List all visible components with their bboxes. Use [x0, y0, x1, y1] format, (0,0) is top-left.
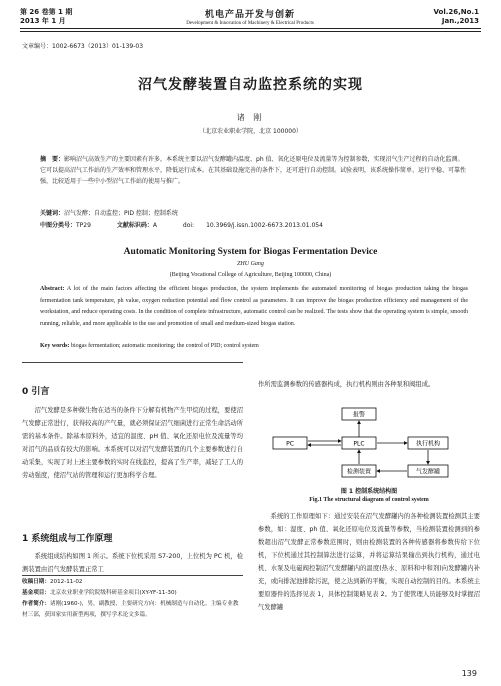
paragraph: 系统组成结构如图 1 所示。系统下位机采用 S7-200，上位机为 PC 机，检测装置由沼气发酵装置正常工 [22, 553, 243, 573]
paragraph: 沼气发酵是多种微生物在适当的条件下分解有机物产生甲烷的过程，要使沼气发酵正常进行，获得较高的产气量，就必须保证沼气细菌进行正常生命活动所需的基本条件。除基本原料外，适宜的温度、pH 值、氧化还原电位及流量等均对沼气的品质有较大的影响。本系统可以对沼气发酵装置的几个主要参数进行自动采集，实现了对上述主要参数的实时在线监控，提高了生产率，减轻了工人的劳动强度，使沼气站的管理和运行更加科学合理。 [22, 407, 243, 479]
figure-caption-cn: 图 1 控制系统结构图 [340, 488, 398, 495]
affiliation-en: (Beijing Vocational College of Agriculture, Beijing 100000, China) [169, 272, 332, 278]
keywords-cn-text: 沼气发酵；自动监控；PID 控制；控制系统 [64, 210, 178, 217]
received-date [22, 577, 243, 588]
paragraph: 作所需监测参数的传感器构成，执行机构则由各种泵和阀组成。 [258, 381, 435, 388]
column-rule [22, 362, 243, 363]
header-issue [20, 8, 72, 26]
abstract-en-label: Abstract: [40, 286, 65, 292]
author-bio-value: 诸刚(1960-)，男，副教授，主要研究方向：机械制造与自动化。主编专业教材三部，获国家实用新型两项，撰写学术论文多篇。 [22, 601, 239, 618]
affiliation-cn: （北京农业职业学院，北京 100000） [199, 128, 302, 135]
header-rule [20, 28, 481, 29]
doi-label: doi: [182, 222, 195, 229]
keywords-en-label: Key words: [40, 343, 70, 349]
received-value: 2012-11-02 [49, 579, 83, 585]
section-heading: 1 系统组成与工作原理 [22, 534, 113, 544]
clc-label: 中图分类号： [40, 222, 77, 229]
date-en: Jan.,2013 [441, 17, 479, 25]
fund-value: 北京农业职业学院院级科研基金项目(XY-YF-11-30) [49, 590, 177, 596]
volume-en: Vol.26,No.1 [433, 8, 479, 16]
abstract-cn-text: 影响沼气高效生产的主要因素有许多，本系统主要以沼气发酵罐内温度、ph 值、氧化还原电位及流量等为控制参数，实现沼气生产过程的自动化监测。它可以提高沼气工作站的生产效率和管理水平，降低运行成本。在其基础设施完善的条件下，还可进行自动控制。试验表明，该系统操作简单、运行平稳、可靠性强，比较适用于一些中小型沼气工作站的使用与推广。 [40, 156, 467, 185]
keywords-en [40, 343, 259, 349]
abstract-en-text: A lot of the main factors affecting the efficient biogas production, the system implements the automated monitoring of biogas production taking the biogas fermentation tank temperature, ph value, oxygen reduction potential and flow control as parameters. It can improve the biogas production efficiency and management of the workstation, and reduce operating costs. In the condition of complete infrastructure, automatic control can be realized. The tests show that the operating system is simple, smooth running, reliable, and more applicable to the use and promotion of small and medium-sized biogas station. [40, 286, 468, 327]
title-cn: 沼气发酵装置自动监控系统的实现 [138, 77, 363, 93]
page-number: 139 [461, 669, 477, 678]
alarm-label: 报警 [352, 411, 366, 419]
section-1-body [22, 550, 243, 576]
article-number: 文章编号：1002-6673（2013）01-139-03 [22, 43, 144, 50]
doc-label: 文献标识码： [116, 222, 153, 229]
figure-caption-en: Fig.1 The structural diagram of control system [309, 497, 429, 503]
paragraph: 系统的工作原理如下：通过安装在沼气发酵罐内的各种检测装置检测其主要参数，如：湿度、ph 值、氧化还原电位及流量等参数，当检测装置检测到的参数超出沼气发酵正常参数范围时，则由检测装置的各种传感器将参数传给下位机，下位机通过其控制算法进行运算，并将运算结果输出到执行机构，通过电机、水泵及电磁阀控制沼气发酵罐内的温度(热水、原料和中和剂)向发酵罐内补充，或向排泥池排除污泥，使之达到新的平衡，实现自动控制的目的。本系统主要原器件的选择见表 1，具体控制策略见表 2。为了使管理人员能够及时掌握沼气发酵罐 [258, 513, 480, 611]
doc-code-item [117, 222, 169, 229]
clc-item [40, 222, 103, 229]
abstract-en [40, 284, 468, 330]
control-system-diagram [270, 405, 470, 483]
abstract-cn-label: 摘 要： [40, 156, 65, 163]
doi-item [183, 222, 335, 229]
date-cn: 2013 年 1 月 [20, 17, 66, 25]
section-0-body [22, 404, 243, 482]
author-bio-label: 作者简介： [22, 601, 50, 607]
received-label: 收稿日期： [22, 579, 50, 585]
header-rule-thin [20, 31, 481, 32]
journal-title-cn: 机电产品开发与创新 [204, 10, 295, 20]
fund-label: 基金项目： [22, 590, 50, 596]
digester-label: 气发酵罐 [415, 468, 441, 476]
keywords-cn [40, 208, 178, 217]
pc-label: PC [286, 440, 294, 448]
header-journal [150, 7, 350, 26]
keywords-en-text: biogas fermentation; automatic monitoring; the control of PID; control system [71, 343, 259, 349]
footnote-rule [22, 575, 243, 576]
title-en: Automatic Monitoring System for Biogas Fermentation Device [123, 247, 378, 257]
footnote [22, 577, 243, 621]
section-1-heading [22, 531, 243, 544]
author-cn: 诸 刚 [236, 113, 265, 122]
doi-value: 10.3969/j.issn.1002-6673.2013.01.054 [206, 222, 323, 229]
classification-line [40, 220, 347, 229]
author-en: ZHU Gang [237, 261, 264, 267]
author-bio [22, 599, 243, 621]
section-heading: 0 引言 [22, 387, 50, 397]
fund-project [22, 588, 243, 599]
journal-title-en: Development & Innovation of Machinery & Electrical Products [186, 21, 314, 26]
abstract-cn [40, 154, 468, 187]
sensor-label: 检测装置 [346, 468, 372, 476]
doc-value: A [152, 222, 157, 229]
issue-cn: 第 26 卷第 1 期 [20, 8, 73, 16]
header-volume [434, 8, 480, 26]
right-col-bottom [258, 510, 480, 614]
section-0-heading [22, 384, 243, 397]
keywords-cn-label: 关键词： [40, 210, 65, 217]
plc-label: PLC [353, 440, 365, 448]
clc-value: TP29 [76, 222, 91, 229]
right-col-top [258, 378, 480, 391]
actuator-label: 执行机构 [415, 440, 441, 448]
